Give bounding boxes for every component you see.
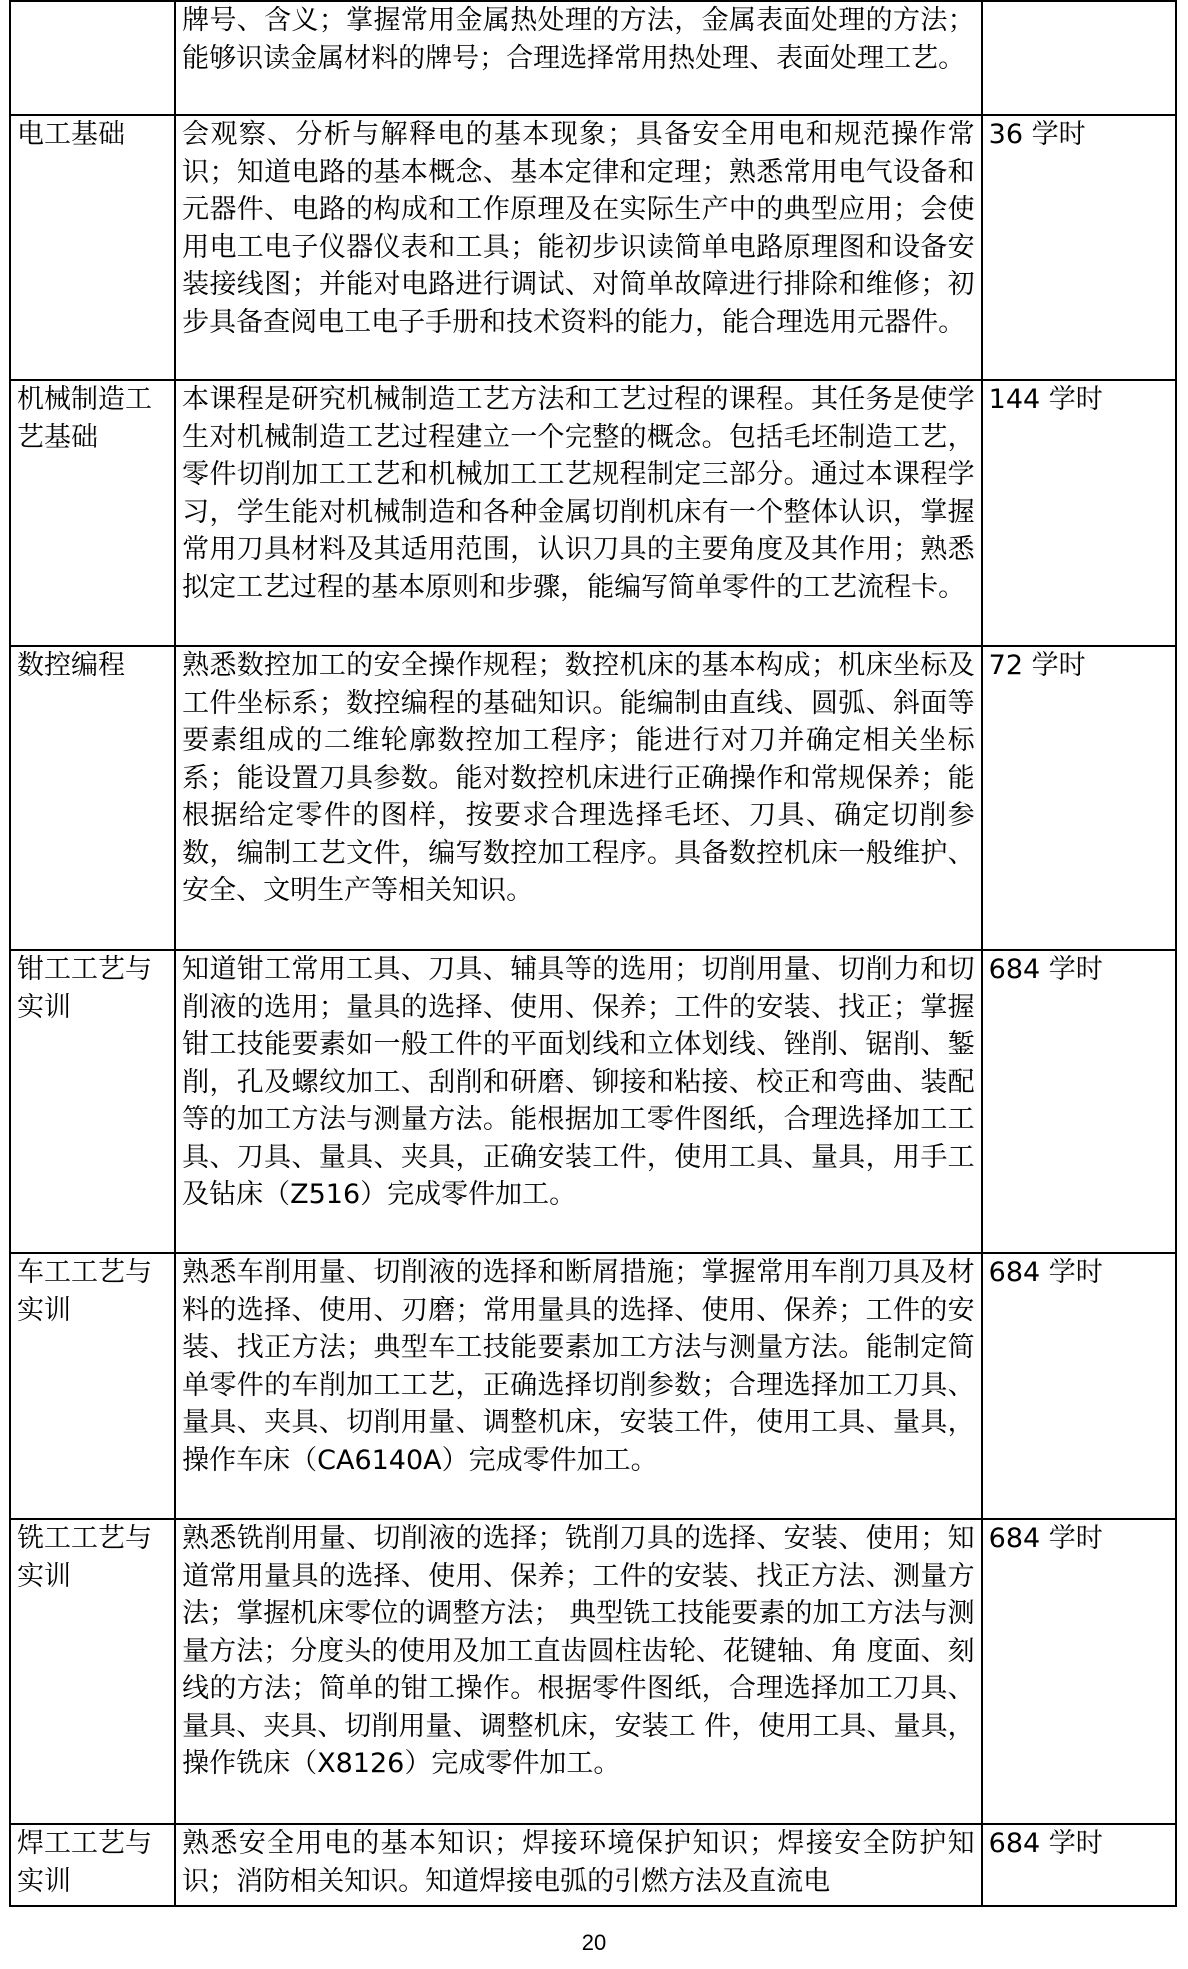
course-hours: 684 学时 bbox=[982, 1824, 1176, 1906]
course-description: 知道钳工常用工具、刀具、辅具等的选用；切削用量、切削力和切削液的选用；量具的选择、使用、保养；工件的安装、找正；掌握钳工技能要素如一般工件的平面划线和立体划线、锉削、锯削、錾削，孔及螺纹加工、刮削和研磨、铆接和粘接、校正和弯曲、装配等的加工方法与测量方法。能根据加工零件图纸，合理选择加工工具、刀具、量具、夹具，正确安装工件，使用工具、量具，用手工及钻床（Z516）完成零件加工。 bbox=[175, 950, 982, 1253]
course-description: 牌号、含义；掌握常用金属热处理的方法，金属表面处理的方法；能够识读金属材料的牌号；合理选择常用热处理、表面处理工艺。 bbox=[175, 1, 982, 115]
course-description: 熟悉铣削用量、切削液的选择；铣削刀具的选择、安装、使用；知道常用量具的选择、使用、保养；工件的安装、找正方法、测量方法；掌握机床零位的调整方法； 典型铣工技能要素的加工方法与测量方法；分度头的使用及加工直齿圆柱齿轮、花键轴、角 度面、刻线的方法；简单的钳工操作。根据零件图纸，合理选择加工刀具、量具、夹具、切削用量、调整机床，安装工 件，使用工具、量具，操作铣床（X8126）完成零件加工。 bbox=[175, 1519, 982, 1824]
course-name: 钳工工艺与实训 bbox=[10, 950, 175, 1253]
table-row bbox=[10, 380, 1176, 646]
course-table bbox=[9, 0, 1177, 1907]
table-row bbox=[10, 950, 1176, 1253]
course-description: 熟悉车削用量、切削液的选择和断屑措施；掌握常用车削刀具及材料的选择、使用、刃磨；常用量具的选择、使用、保养；工件的安装、找正方法；典型车工技能要素加工方法与测量方法。能制定简单零件的车削加工工艺，正确选择切削参数；合理选择加工刀具、量具、夹具、切削用量、调整机床，安装工件，使用工具、量具，操作车床（CA6140A）完成零件加工。 bbox=[175, 1253, 982, 1519]
course-hours: 684 学时 bbox=[982, 950, 1176, 1253]
course-hours: 684 学时 bbox=[982, 1519, 1176, 1824]
course-hours: 36 学时 bbox=[982, 115, 1176, 380]
course-hours: 72 学时 bbox=[982, 646, 1176, 950]
table-row bbox=[10, 115, 1176, 380]
table-row bbox=[10, 1, 1176, 115]
course-hours: 144 学时 bbox=[982, 380, 1176, 646]
course-name: 焊工工艺与实训 bbox=[10, 1824, 175, 1906]
page-number: 20 bbox=[581, 1930, 607, 1955]
course-hours bbox=[982, 1, 1176, 115]
course-description: 会观察、分析与解释电的基本现象；具备安全用电和规范操作常识；知道电路的基本概念、基本定律和定理；熟悉常用电气设备和元器件、电路的构成和工作原理及在实际生产中的典型应用；会使用电工电子仪器仪表和工具；能初步识读简单电路原理图和设备安装接线图；并能对电路进行调试、对简单故障进行排除和维修；初步具备查阅电工电子手册和技术资料的能力，能合理选用元器件。 bbox=[175, 115, 982, 380]
table-row bbox=[10, 646, 1176, 950]
course-name bbox=[10, 1, 175, 115]
course-description: 本课程是研究机械制造工艺方法和工艺过程的课程。其任务是使学生对机械制造工艺过程建立一个完整的概念。包括毛坯制造工艺，零件切削加工工艺和机械加工工艺规程制定三部分。通过本课程学习，学生能对机械制造和各种金属切削机床有一个整体认识，掌握常用刀具材料及其适用范围，认识刀具的主要角度及其作用；熟悉拟定工艺过程的基本原则和步骤，能编写简单零件的工艺流程卡。 bbox=[175, 380, 982, 646]
course-name: 数控编程 bbox=[10, 646, 175, 950]
course-name: 铣工工艺与实训 bbox=[10, 1519, 175, 1824]
course-hours: 684 学时 bbox=[982, 1253, 1176, 1519]
course-description: 熟悉数控加工的安全操作规程；数控机床的基本构成；机床坐标及工件坐标系；数控编程的基础知识。能编制由直线、圆弧、斜面等要素组成的二维轮廓数控加工程序；能进行对刀并确定相关坐标系；能设置刀具参数。能对数控机床进行正确操作和常规保养；能根据给定零件的图样，按要求合理选择毛坯、刀具、确定切削参数，编制工艺文件，编写数控加工程序。具备数控机床一般维护、安全、文明生产等相关知识。 bbox=[175, 646, 982, 950]
table-row bbox=[10, 1253, 1176, 1519]
course-name: 电工基础 bbox=[10, 115, 175, 380]
course-name: 机械制造工艺基础 bbox=[10, 380, 175, 646]
course-description: 熟悉安全用电的基本知识；焊接环境保护知识；焊接安全防护知识；消防相关知识。知道焊接电弧的引燃方法及直流电 bbox=[175, 1824, 982, 1906]
table-row bbox=[10, 1519, 1176, 1824]
course-name: 车工工艺与实训 bbox=[10, 1253, 175, 1519]
table-row bbox=[10, 1824, 1176, 1906]
